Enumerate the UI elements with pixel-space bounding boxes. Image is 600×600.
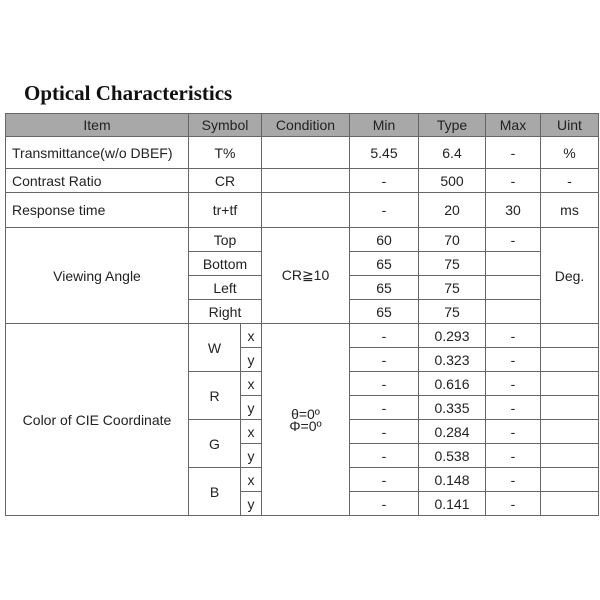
condition-cell — [262, 137, 350, 169]
unit-cell — [541, 324, 599, 348]
symbol-cell: Right — [189, 300, 262, 324]
axis-cell: x — [241, 324, 262, 348]
type-cell: 75 — [419, 252, 486, 276]
type-cell: 0.284 — [419, 420, 486, 444]
symbol-cell: T% — [189, 137, 262, 169]
min-cell: - — [350, 169, 419, 193]
table-row — [6, 324, 599, 348]
type-cell: 75 — [419, 276, 486, 300]
max-cell: 30 — [486, 193, 541, 228]
header-max: Max — [486, 114, 541, 137]
unit-cell — [541, 348, 599, 372]
item-cell: Viewing Angle — [6, 228, 189, 324]
max-cell: - — [486, 396, 541, 420]
min-cell: - — [350, 468, 419, 492]
type-cell: 0.141 — [419, 492, 486, 516]
unit-cell — [541, 372, 599, 396]
item-cell: Color of CIE Coordinate — [6, 324, 189, 516]
min-cell: 60 — [350, 228, 419, 252]
condition-theta: θ=0º — [291, 405, 320, 422]
unit-cell: ms — [541, 193, 599, 228]
min-cell: 65 — [350, 276, 419, 300]
unit-cell: % — [541, 137, 599, 169]
axis-cell: y — [241, 348, 262, 372]
unit-cell — [541, 444, 599, 468]
unit-cell: Deg. — [541, 228, 599, 324]
header-unit: Uint — [541, 114, 599, 137]
color-cell: W — [189, 324, 241, 372]
table-row — [6, 137, 599, 169]
color-cell: R — [189, 372, 241, 420]
page-title: Optical Characteristics — [24, 81, 233, 105]
header-min: Min — [350, 114, 419, 137]
condition-cell — [262, 169, 350, 193]
min-cell: - — [350, 492, 419, 516]
max-cell: - — [486, 137, 541, 169]
item-cell: Contrast Ratio — [6, 169, 189, 193]
type-cell: 0.616 — [419, 372, 486, 396]
color-cell: B — [189, 468, 241, 516]
axis-cell: y — [241, 444, 262, 468]
header-symbol: Symbol — [189, 114, 262, 137]
type-cell: 0.538 — [419, 444, 486, 468]
type-cell: 6.4 — [419, 137, 486, 169]
type-cell: 0.323 — [419, 348, 486, 372]
table-row — [6, 193, 599, 228]
table-row — [6, 228, 599, 252]
max-cell: - — [486, 468, 541, 492]
axis-cell: y — [241, 492, 262, 516]
min-cell: - — [350, 372, 419, 396]
type-cell: 75 — [419, 300, 486, 324]
min-cell: - — [350, 193, 419, 228]
max-cell: - — [486, 169, 541, 193]
max-cell — [486, 252, 541, 276]
min-cell: - — [350, 420, 419, 444]
unit-cell — [541, 396, 599, 420]
header-item: Item — [6, 114, 189, 137]
condition-cell — [262, 324, 350, 516]
max-cell — [486, 276, 541, 300]
unit-cell — [541, 492, 599, 516]
condition-phi: Φ=0º — [289, 417, 322, 434]
max-cell: - — [486, 444, 541, 468]
axis-cell: y — [241, 396, 262, 420]
min-cell: 65 — [350, 252, 419, 276]
type-cell: 500 — [419, 169, 486, 193]
condition-cell: CR≧10 — [262, 228, 350, 324]
type-cell: 70 — [419, 228, 486, 252]
max-cell: - — [486, 420, 541, 444]
condition-cell — [262, 193, 350, 228]
color-cell: G — [189, 420, 241, 468]
min-cell: 65 — [350, 300, 419, 324]
min-cell: - — [350, 396, 419, 420]
unit-cell — [541, 420, 599, 444]
min-cell: - — [350, 348, 419, 372]
symbol-cell: CR — [189, 169, 262, 193]
header-row — [6, 114, 599, 137]
max-cell: - — [486, 228, 541, 252]
type-cell: 0.335 — [419, 396, 486, 420]
min-cell: 5.45 — [350, 137, 419, 169]
axis-cell: x — [241, 468, 262, 492]
max-cell — [486, 300, 541, 324]
axis-cell: x — [241, 372, 262, 396]
unit-cell — [541, 468, 599, 492]
symbol-cell: Top — [189, 228, 262, 252]
max-cell: - — [486, 372, 541, 396]
item-cell: Response time — [6, 193, 189, 228]
type-cell: 0.293 — [419, 324, 486, 348]
symbol-cell: Left — [189, 276, 262, 300]
header-condition: Condition — [262, 114, 350, 137]
type-cell: 0.148 — [419, 468, 486, 492]
max-cell: - — [486, 348, 541, 372]
item-cell: Transmittance(w/o DBEF) — [6, 137, 189, 169]
min-cell: - — [350, 324, 419, 348]
type-cell: 20 — [419, 193, 486, 228]
unit-cell: - — [541, 169, 599, 193]
symbol-cell: Bottom — [189, 252, 262, 276]
header-type: Type — [419, 114, 486, 137]
max-cell: - — [486, 492, 541, 516]
max-cell: - — [486, 324, 541, 348]
min-cell: - — [350, 444, 419, 468]
table-row — [6, 169, 599, 193]
symbol-cell: tr+tf — [189, 193, 262, 228]
axis-cell: x — [241, 420, 262, 444]
optical-characteristics-table — [5, 113, 599, 516]
